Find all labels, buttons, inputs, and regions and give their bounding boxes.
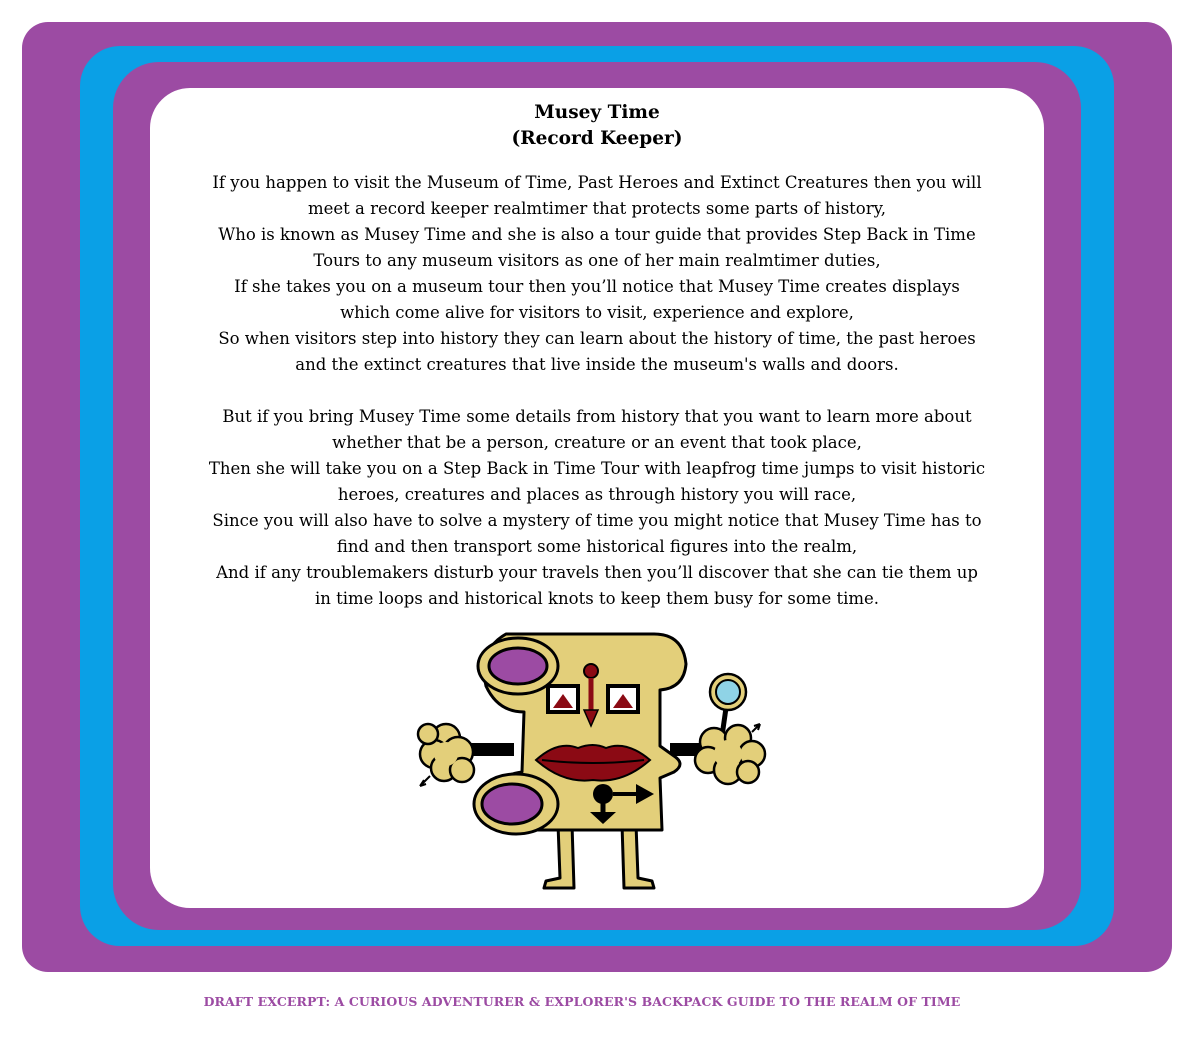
poem-line: But if you bring Musey Time some details from history that you want to learn more about	[222, 407, 972, 426]
poem-body	[168, 170, 1026, 612]
poem-line: Then she will take you on a Step Back in Time Tour with leapfrog time jumps to visit historic	[208, 459, 986, 478]
poem-line: And if any troublemakers disturb your travels then you’ll discover that she can tie them up	[216, 563, 978, 582]
poem-line: heroes, creatures and places as through history you will race,	[337, 485, 857, 504]
footer-caption: DRAFT EXCERPT: A CURIOUS ADVENTURER & EXPLORER'S BACKPACK GUIDE TO THE REALM OF TIME	[203, 994, 961, 1009]
poem-line: Tours to any museum visitors as one of her main realmtimer duties,	[313, 251, 881, 270]
musey-time-scroll-character-icon	[408, 626, 778, 891]
poem-line: which come alive for visitors to visit, experience and explore,	[340, 303, 854, 322]
title-role: (Record Keeper)	[511, 128, 683, 149]
poem-line: whether that be a person, creature or an event that took place,	[332, 433, 862, 452]
poem-line: and the extinct creatures that live inside the museum's walls and doors.	[295, 355, 899, 374]
poem-line: meet a record keeper realmtimer that protects some parts of history,	[307, 199, 886, 218]
stanza-1	[168, 170, 1026, 378]
poem-line: If she takes you on a museum tour then you’ll notice that Musey Time creates displays	[234, 277, 960, 296]
poem-line: find and then transport some historical figures into the realm,	[336, 537, 858, 556]
poem-line: in time loops and historical knots to keep them busy for some time.	[314, 589, 880, 608]
left-hand-icon	[418, 724, 474, 786]
stanza-2	[168, 404, 1026, 612]
poem-line: So when visitors step into history they can learn about the history of time, the past heroes	[218, 329, 976, 348]
poem-line: Since you will also have to solve a mystery of time you might notice that Musey Time has to	[212, 511, 982, 530]
title-name: Musey Time	[534, 102, 660, 123]
poem-line: If you happen to visit the Museum of Time, Past Heroes and Extinct Creatures then you will	[212, 173, 982, 192]
page-title	[150, 100, 1044, 152]
content-card	[150, 88, 1044, 908]
right-hand-icon	[695, 724, 765, 784]
poem-line: Who is known as Musey Time and she is also a tour guide that provides Step Back in Time	[218, 225, 976, 244]
